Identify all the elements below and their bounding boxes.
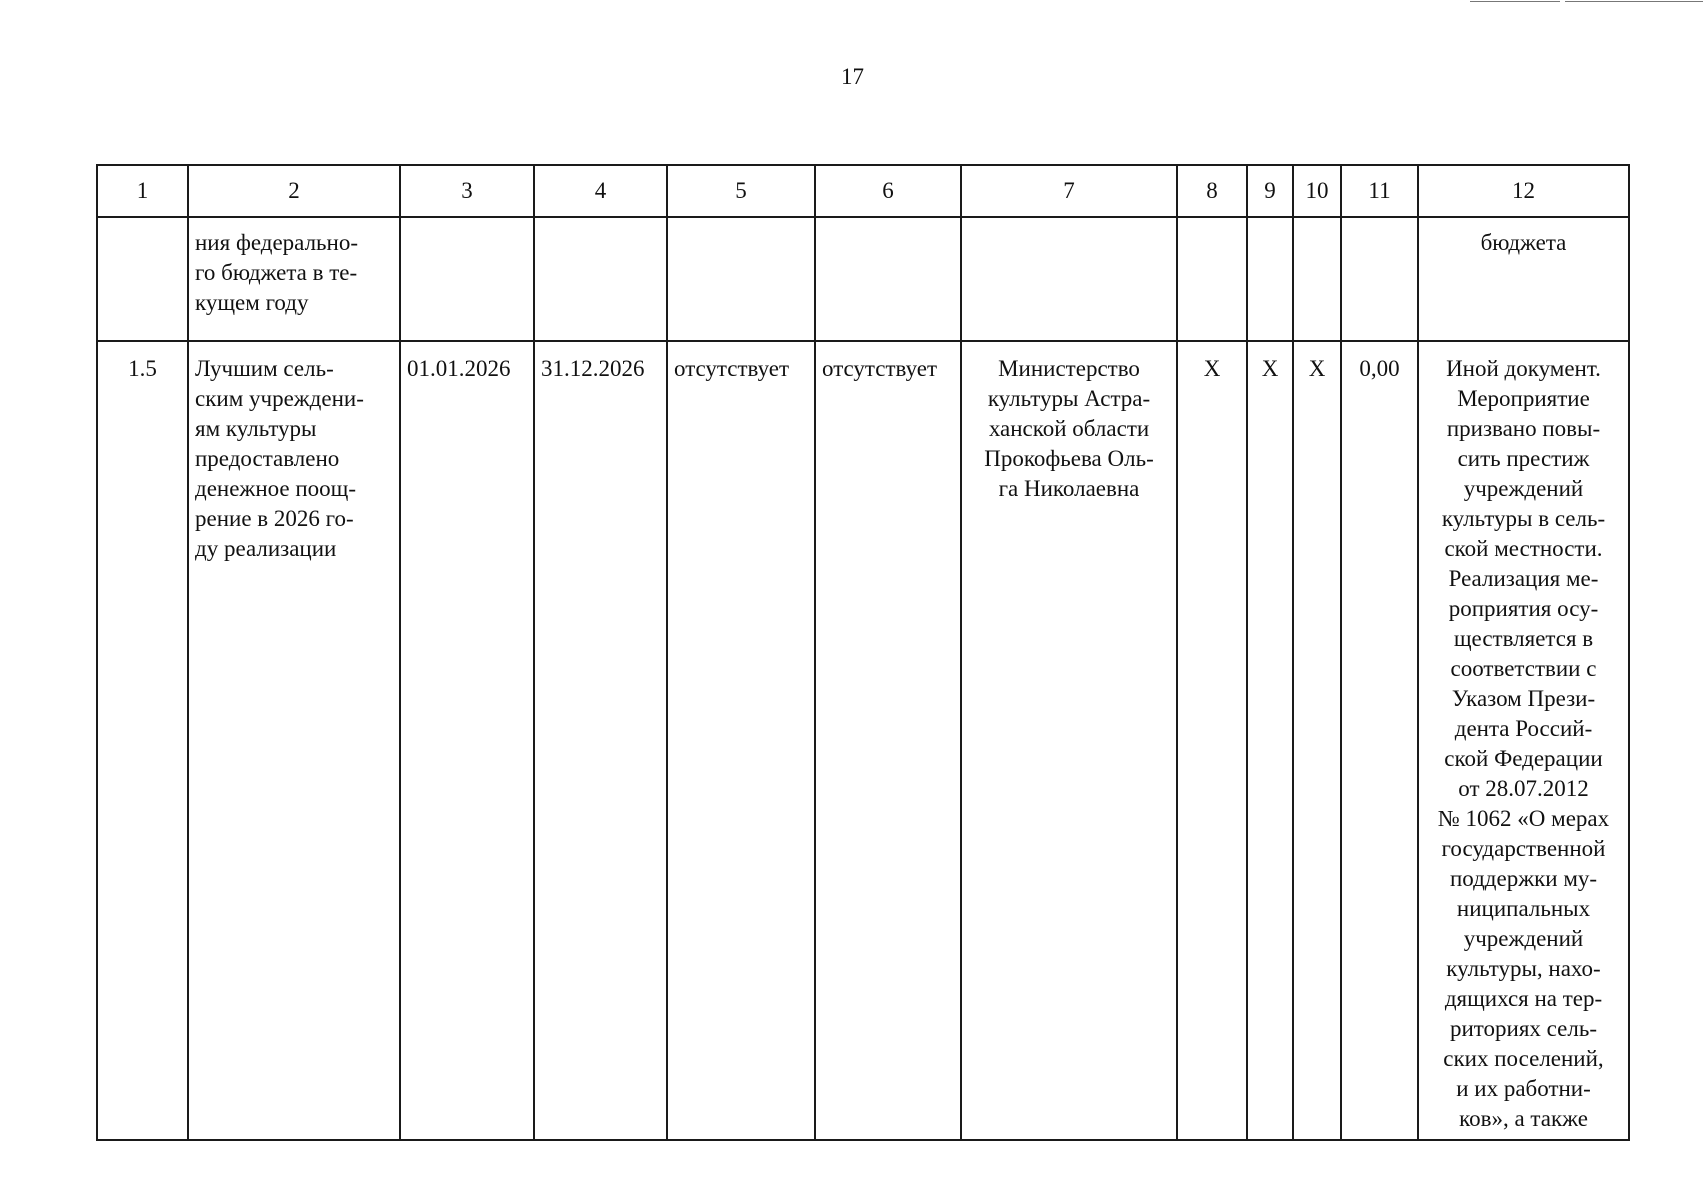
header-cell: 4	[534, 165, 667, 217]
scan-mark-line	[1565, 1, 1703, 2]
cell-amount: 0,00	[1341, 341, 1418, 1140]
header-cell: 9	[1247, 165, 1293, 217]
header-cell: 7	[961, 165, 1177, 217]
page-number: 17	[841, 64, 864, 89]
cell-document: Иной документ. Мероприятие призвано повы- сить престиж учреждений культуры в сель- ской местности. Реализация ме- роприятия осу- ществляется в соответствии с Указом Прези- дента Россий- ской Федерации от 28.07.2012 № 1062 «О мерах государственной поддержки му- ниципальных учреждений культуры, нахо- дящихся на тер- риториях сель- ских поселений, и их работни- ков», а также	[1418, 341, 1629, 1140]
cell-result: ния федерально- го бюджета в те- кущем году	[188, 217, 400, 341]
cell-col6: отсутствует	[815, 341, 961, 1140]
header-cell: 5	[667, 165, 815, 217]
cell-start-date: 01.01.2026	[400, 341, 534, 1140]
cell-document: бюджета	[1418, 217, 1629, 341]
header-cell: 12	[1418, 165, 1629, 217]
header-cell: 6	[815, 165, 961, 217]
cell-number	[97, 217, 188, 341]
cell-end-date: 31.12.2026	[534, 341, 667, 1140]
cell-col8: X	[1177, 341, 1247, 1140]
cell-empty	[534, 217, 667, 341]
cell-number: 1.5	[97, 341, 188, 1140]
cell-empty	[667, 217, 815, 341]
cell-empty	[961, 217, 1177, 341]
cell-result: Лучшим сель- ским учреждени- ям культуры предоставлено денежное поощ- рение в 2026 го- ду реализации	[188, 341, 400, 1140]
cell-col9: X	[1247, 341, 1293, 1140]
cell-col10: X	[1293, 341, 1341, 1140]
header-cell: 8	[1177, 165, 1247, 217]
header-cell: 1	[97, 165, 188, 217]
cell-responsible: Министерство культуры Астра- ханской области Прокофьева Оль- га Николаевна	[961, 341, 1177, 1140]
cell-empty	[1341, 217, 1418, 341]
cell-empty	[815, 217, 961, 341]
header-cell: 3	[400, 165, 534, 217]
header-cell: 11	[1341, 165, 1418, 217]
table-row-continuation	[97, 217, 1629, 341]
scan-mark-line	[1470, 1, 1560, 2]
header-cell: 10	[1293, 165, 1341, 217]
table-header-row	[97, 165, 1629, 217]
cell-col5: отсутствует	[667, 341, 815, 1140]
table-row-1-5	[97, 341, 1629, 1140]
cell-empty	[1247, 217, 1293, 341]
cell-empty	[1293, 217, 1341, 341]
program-table	[96, 164, 1630, 1141]
header-cell: 2	[188, 165, 400, 217]
cell-empty	[1177, 217, 1247, 341]
cell-empty	[400, 217, 534, 341]
